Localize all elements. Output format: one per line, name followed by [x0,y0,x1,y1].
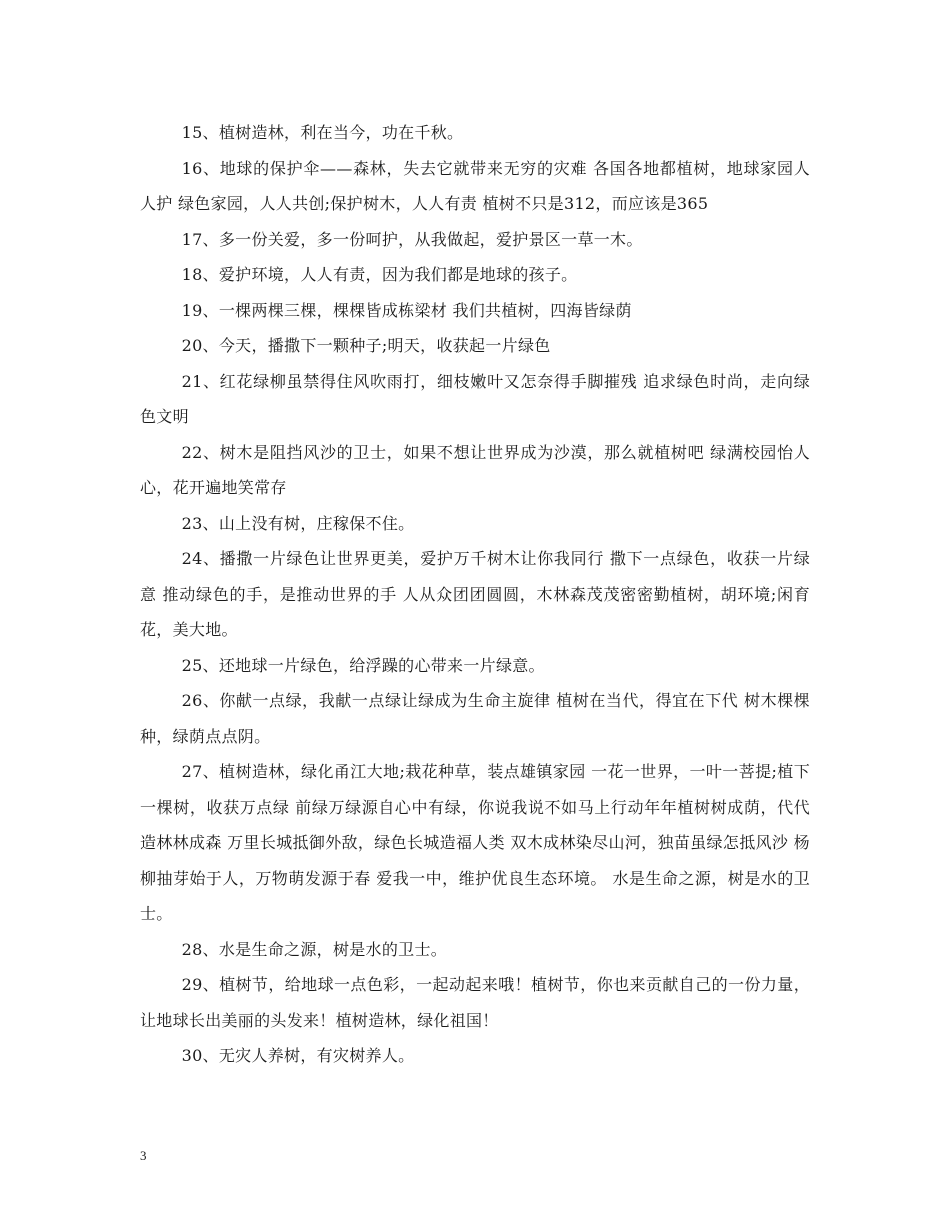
paragraph-15: 15、植树造林，利在当今，功在千秋。 [181,123,464,142]
paragraph-27: 27、植树造林，绿化甬江大地;栽花种草，装点雄镇家园 一花一世界，一叶一菩提;植下一棵树，收获万点绿 前绿万绿源自心中有绿，你说我说不如马上行动年年植树树成荫，代代造林林成森 万里长城抵御外敌，绿色长城造福人类 双木成林染尽山河，独苗虽绿怎抵风沙 杨柳抽芽始于人，万物萌发源于春 爱我一中，维护优良生态环境。 水是生命之源，树是水的卫士。 [140,762,810,923]
page-number: 3 [140,1148,147,1163]
paragraph-25: 25、还地球一片绿色，给浮躁的心带来一片绿意。 [181,655,545,675]
paragraph-24: 24、播撒一片绿色让世界更美，爱护万千树木让你我同行 撒下一点绿色，收获一片绿意 推动绿色的手，是推动世界的手 人从众团团圆圆，木林森茂茂密密勤植树，胡环境;闲育花，美大地。 [140,549,810,639]
paragraph-17: 17、多一份关爱，多一份呵护，从我做起，爱护景区一草一木。 [181,229,643,249]
paragraph-30: 30、无灾人养树，有灾树养人。 [181,1046,415,1065]
paragraph-28: 28、水是生命之源，树是水的卫士。 [181,939,448,959]
paragraph-26: 26、你献一点绿，我献一点绿让绿成为生命主旋律 植树在当代，得宜在下代 树木棵棵种，绿荫点点阴。 [140,691,810,746]
paragraph-22: 22、树木是阻挡风沙的卫士，如果不想让世界成为沙漠，那么就植树吧 绿满校园怡人心，花开遍地笑常存 [140,442,810,497]
paragraph-20: 20、今天，播撒下一颗种子;明天，收获起一片绿色 [181,336,551,355]
paragraph-23: 23、山上没有树，庄稼保不住。 [181,513,415,533]
paragraph-19: 19、一棵两棵三棵，棵棵皆成栋梁材 我们共植树，四海皆绿荫 [181,300,632,320]
document-body [140,115,810,1074]
paragraph-21: 21、红花绿柳虽禁得住风吹雨打，细枝嫩叶又怎奈得手脚摧残 追求绿色时尚，走向绿色文明 [140,371,810,426]
paragraph-18: 18、爱护环境，人人有责，因为我们都是地球的孩子。 [181,265,578,284]
paragraph-29: 29、植树节，给地球一点色彩，一起动起来哦！植树节，你也来贡献自己的一份力量，让地球长出美丽的头发来！植树造林，绿化祖国！ [140,975,810,1030]
paragraph-16: 16、地球的保护伞——森林，失去它就带来无穷的灾难 各国各地都植树，地球家园人人护 绿色家园，人人共创;保护树木，人人有责 植树不只是312，而应该是365 [140,158,810,213]
